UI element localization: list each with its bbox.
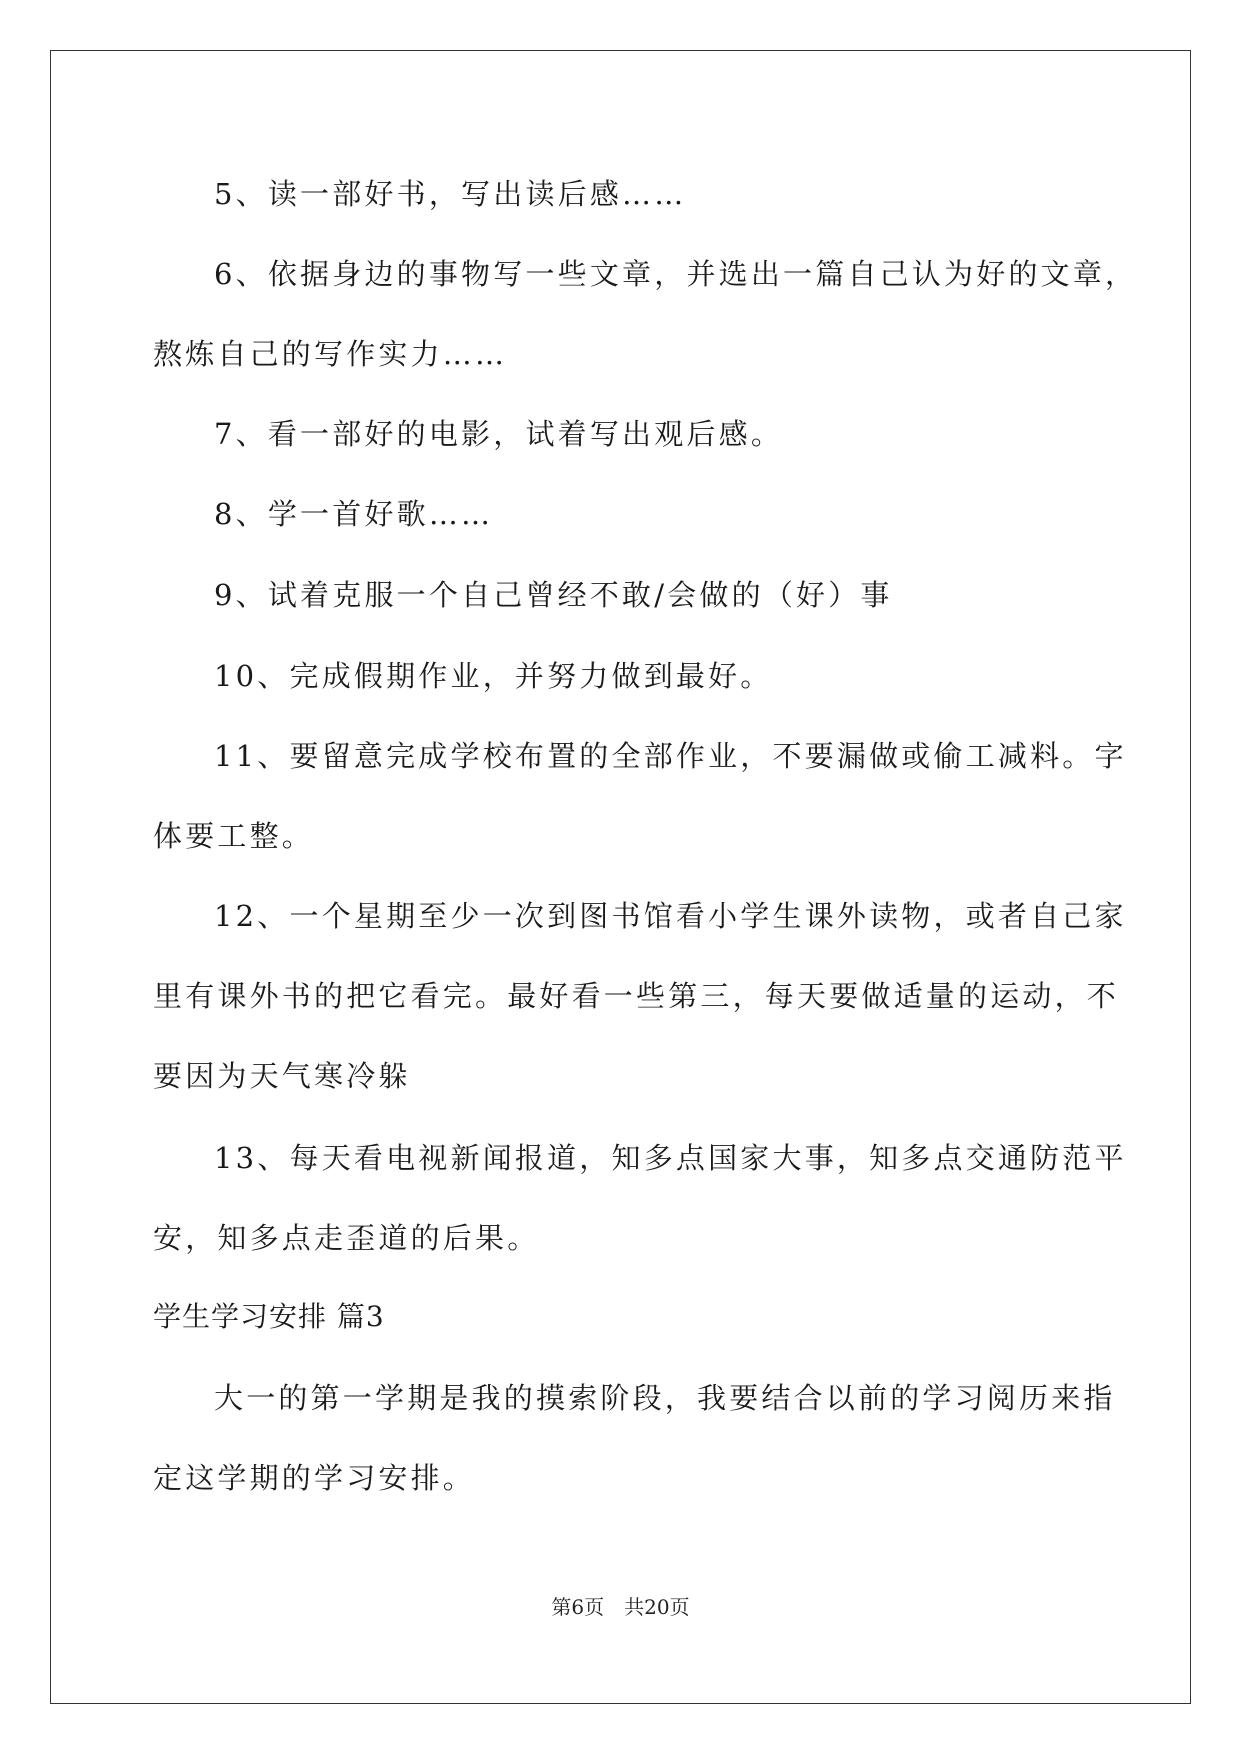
list-item-6-line-2: 熬炼自己的写作实力…… [153, 337, 508, 371]
list-item-12-line-2: 里有课外书的把它看完。最好看一些第三，每天要做适量的运动，不 [153, 979, 1120, 1013]
section-paragraph-line-2: 定这学期的学习安排。 [153, 1461, 476, 1495]
list-item-13-line-2: 安，知多点走歪道的后果。 [153, 1221, 540, 1255]
list-item-7-line-1: 7、看一部好的电影，试着写出观后感。 [214, 417, 784, 451]
page-border [50, 50, 1191, 1704]
list-item-11-line-1: 11、要留意完成学校布置的全部作业，不要漏做或偷工减料。字 [214, 739, 1127, 773]
page-number-footer: 第6页 共20页 [551, 1595, 690, 1619]
list-item-13-line-1: 13、每天看电视新闻报道，知多点国家大事，知多点交通防范平 [214, 1141, 1127, 1175]
list-item-10-line-1: 10、完成假期作业，并努力做到最好。 [214, 659, 773, 693]
list-item-6-line-1: 6、依据身边的事物写一些文章，并选出一篇自己认为好的文章， [214, 257, 1138, 291]
list-item-11-line-2: 体要工整。 [153, 819, 315, 853]
list-item-12-line-3: 要因为天气寒冷躲 [153, 1059, 411, 1093]
section-paragraph-line-1: 大一的第一学期是我的摸索阶段，我要结合以前的学习阅历来指 [214, 1381, 1116, 1415]
list-item-9-line-1: 9、试着克服一个自己曾经不敢/会做的（好）事 [214, 578, 893, 612]
list-item-5-line-1: 5、读一部好书，写出读后感…… [214, 177, 687, 211]
section-heading: 学生学习安排 篇3 [153, 1300, 385, 1333]
list-item-8-line-1: 8、学一首好歌…… [214, 497, 494, 531]
list-item-12-line-1: 12、一个星期至少一次到图书馆看小学生课外读物，或者自己家 [214, 899, 1127, 933]
